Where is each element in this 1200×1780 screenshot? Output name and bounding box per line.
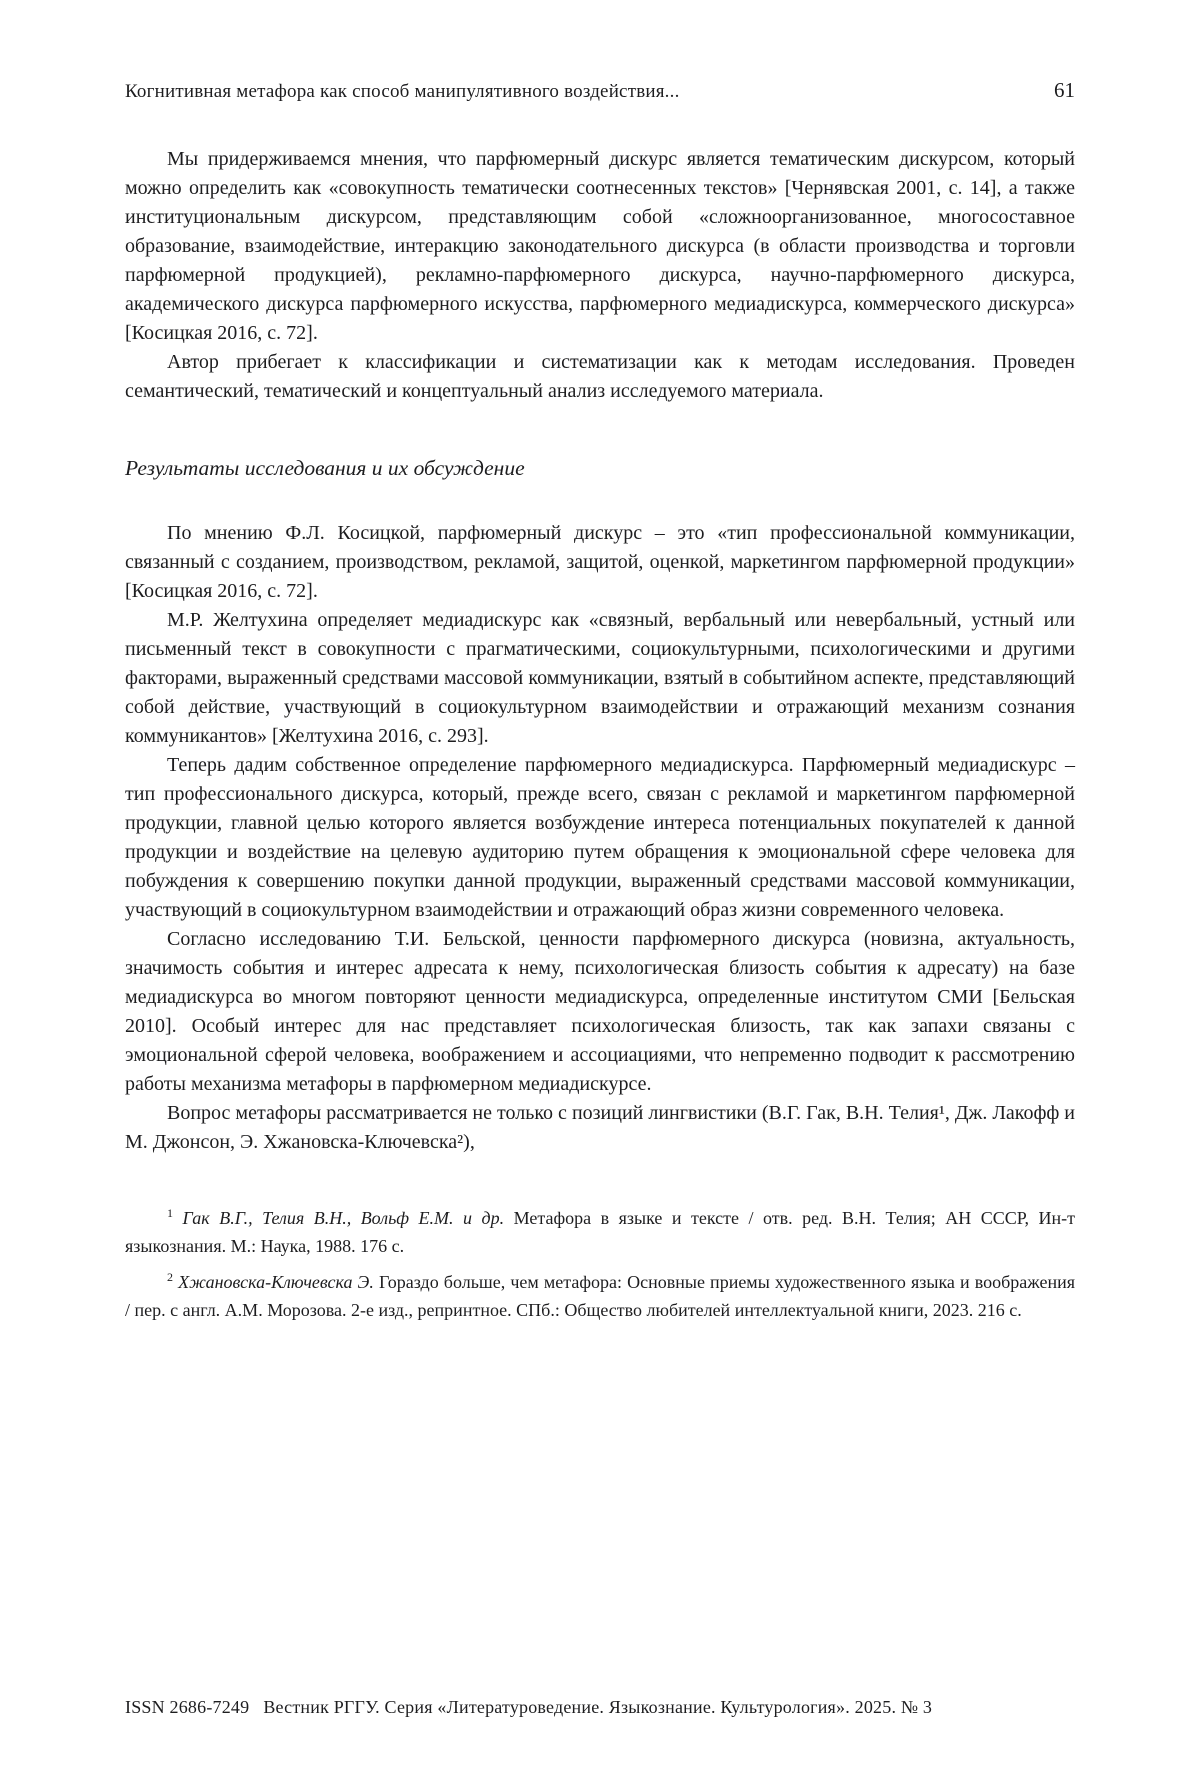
paragraph: Теперь дадим собственное определение парфюмерного медиадискурса. Парфюмерный медиадискурс – тип профессионального дискурса, который, прежде всего, связан с рекламой и маркетингом парфюмерной продукции, главной целью которого является возбуждение интереса потенциальных покупателей к данной продукции и воздействие на целевую аудиторию путем обращения к эмоциональной сфере человека для побуждения к совершению покупки данной продукции, выраженный средствами массовой коммуникации, участвующий в социокультурном взаимодействии и отражающий образ жизни современного человека. [125,754,1075,921]
footnote-marker: 1 [167,1206,173,1220]
footnote-authors: Хжановска-Ключевска Э. [178,1272,374,1292]
footnote-text: Гораздо больше, чем метафора: Основные приемы художественного языка и воображения / пер. с англ. А.М. Морозова. 2-е изд., репринтное. СПб.: Общество любителей интеллектуальной книги, 2023. 216 с. [125,1272,1076,1320]
footnotes-block [125,1205,1075,1324]
footnote [125,1205,1075,1260]
paragraph: По мнению Ф.Л. Косицкой, парфюмерный дискурс – это «тип профессиональной коммуникации, связанный с созданием, производством, рекламой, защитой, оценкой, маркетингом парфюмерной продукции» [Косицкая 2016, с. 72]. [125,522,1075,602]
paragraph: Согласно исследованию Т.И. Бельской, ценности парфюмерного дискурса (новизна, актуальность, значимость события и интерес адресата к нему, психологическая близость события к адресату) на базе медиадискурса во многом повторяют ценности медиадискурса, определенные институтом СМИ [Бельская 2010]. Особый интерес для нас представляет психологическая близость, так как запахи связаны с эмоциональной сферой человека, воображением и ассоциациями, что непременно подводит к рассмотрению работы механизма метафоры в парфюмерном медиадискурсе. [125,928,1075,1095]
paragraph: Мы придерживаемся мнения, что парфюмерный дискурс является тематическим дискурсом, который можно определить как «совокупность тематически соотнесенных текстов» [Чернявская 2001, с. 14], а также институциональным дискурсом, представляющим собой «сложноорганизованное, многосоставное образование, взаимодействие, интеракцию законодательного дискурса (в области производства и торговли парфюмерной продукцией), рекламно-парфюмерного дискурса, научно-парфюмерного дискурса, академического дискурса парфюмерного искусства, парфюмерного медиадискурса, коммерческого дискурса» [Косицкая 2016, с. 72]. [125,148,1075,344]
footnote-text: Метафора в языке и тексте / отв. ред. В.Н. Телия; АН СССР, Ин-т языкознания. М.: Наука, 1988. 176 с. [125,1208,1076,1256]
footnote [125,1269,1075,1324]
section-heading: Результаты исследования и их обсуждение [125,456,525,480]
page-number: 61 [1054,78,1075,102]
running-header [125,78,1075,103]
footnote-authors: Гак В.Г., Телия В.Н., Вольф Е.М. и др. [182,1208,505,1228]
issn-label: ISSN 2686-7249 [125,1697,250,1717]
paragraph: М.Р. Желтухина определяет медиадискурс как «связный, вербальный или невербальный, устный или письменный текст в совокупности с прагматическими, социокультурными, психологическими и другими факторами, выраженный средствами массовой коммуникации, взятый в событийном аспекте, представляющий собой действие, участвующий в социокультурном взаимодействии и отражающий механизм сознания коммуникантов» [Желтухина 2016, с. 293]. [125,609,1075,747]
journal-title-line: Вестник РГГУ. Серия «Литературоведение. Языкознание. Культурология». 2025. № 3 [263,1697,933,1717]
journal-footer [125,1697,1075,1718]
paragraph: Автор прибегает к классификации и систематизации как к методам исследования. Проведен семантический, тематический и концептуальный анализ исследуемого материала. [125,351,1075,402]
running-title: Когнитивная метафора как способ манипулятивного воздействия... [125,81,680,102]
footnote-marker: 2 [167,1270,173,1284]
paragraph: Вопрос метафоры рассматривается не только с позиций лингвистики (В.Г. Гак, В.Н. Телия¹, Дж. Лакофф и М. Джонсон, Э. Хжановска-Ключевска²), [125,1102,1075,1153]
article-body [125,145,1075,1157]
